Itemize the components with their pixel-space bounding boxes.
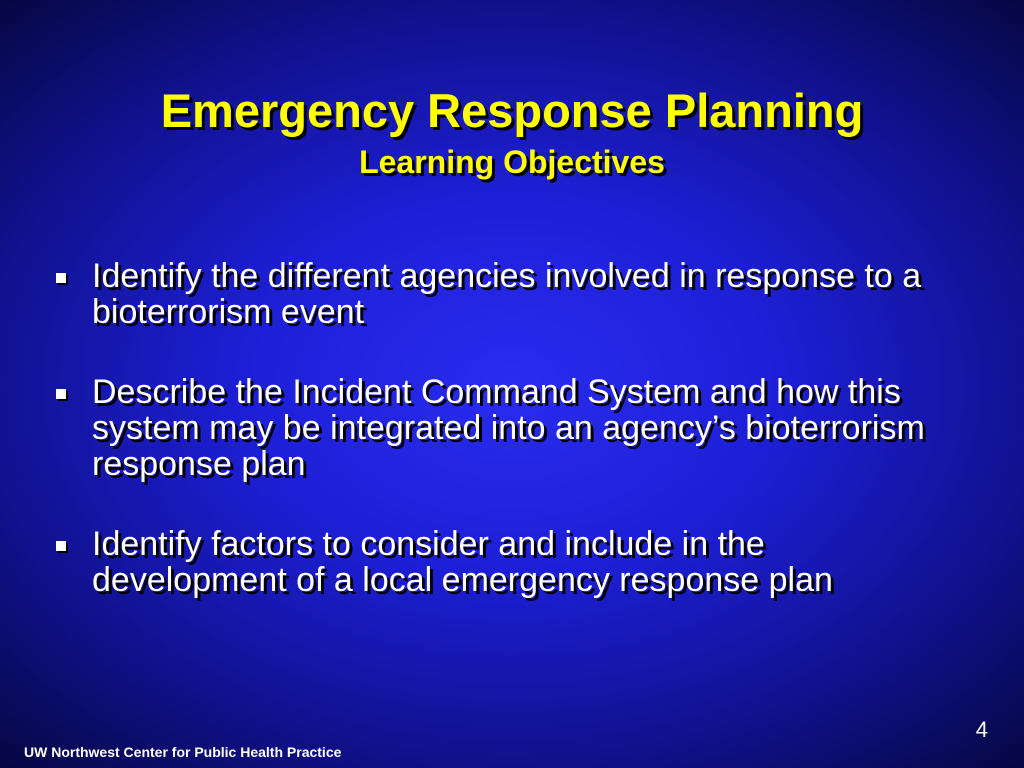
square-bullet-icon	[56, 389, 66, 399]
square-bullet-icon	[56, 541, 66, 551]
bullet-text: Describe the Incident Command System and how this system may be integrated into an agency’s bioterrorism response plan	[92, 373, 925, 483]
list-item	[56, 374, 956, 482]
slide-title: Emergency Response Planning	[160, 84, 864, 137]
list-item	[56, 526, 956, 598]
page-number: 4	[975, 717, 988, 742]
footer-text: UW Northwest Center for Public Health Practice	[24, 744, 342, 760]
bullet-text: Identify the different agencies involved in response to a bioterrorism event	[92, 257, 922, 331]
bullet-text: Identify factors to consider and include in the development of a local emergency response plan	[92, 525, 833, 599]
slide-subtitle: Learning Objectives	[359, 144, 665, 180]
list-item	[56, 258, 956, 330]
square-bullet-icon	[56, 273, 66, 283]
objectives-list	[56, 258, 956, 642]
